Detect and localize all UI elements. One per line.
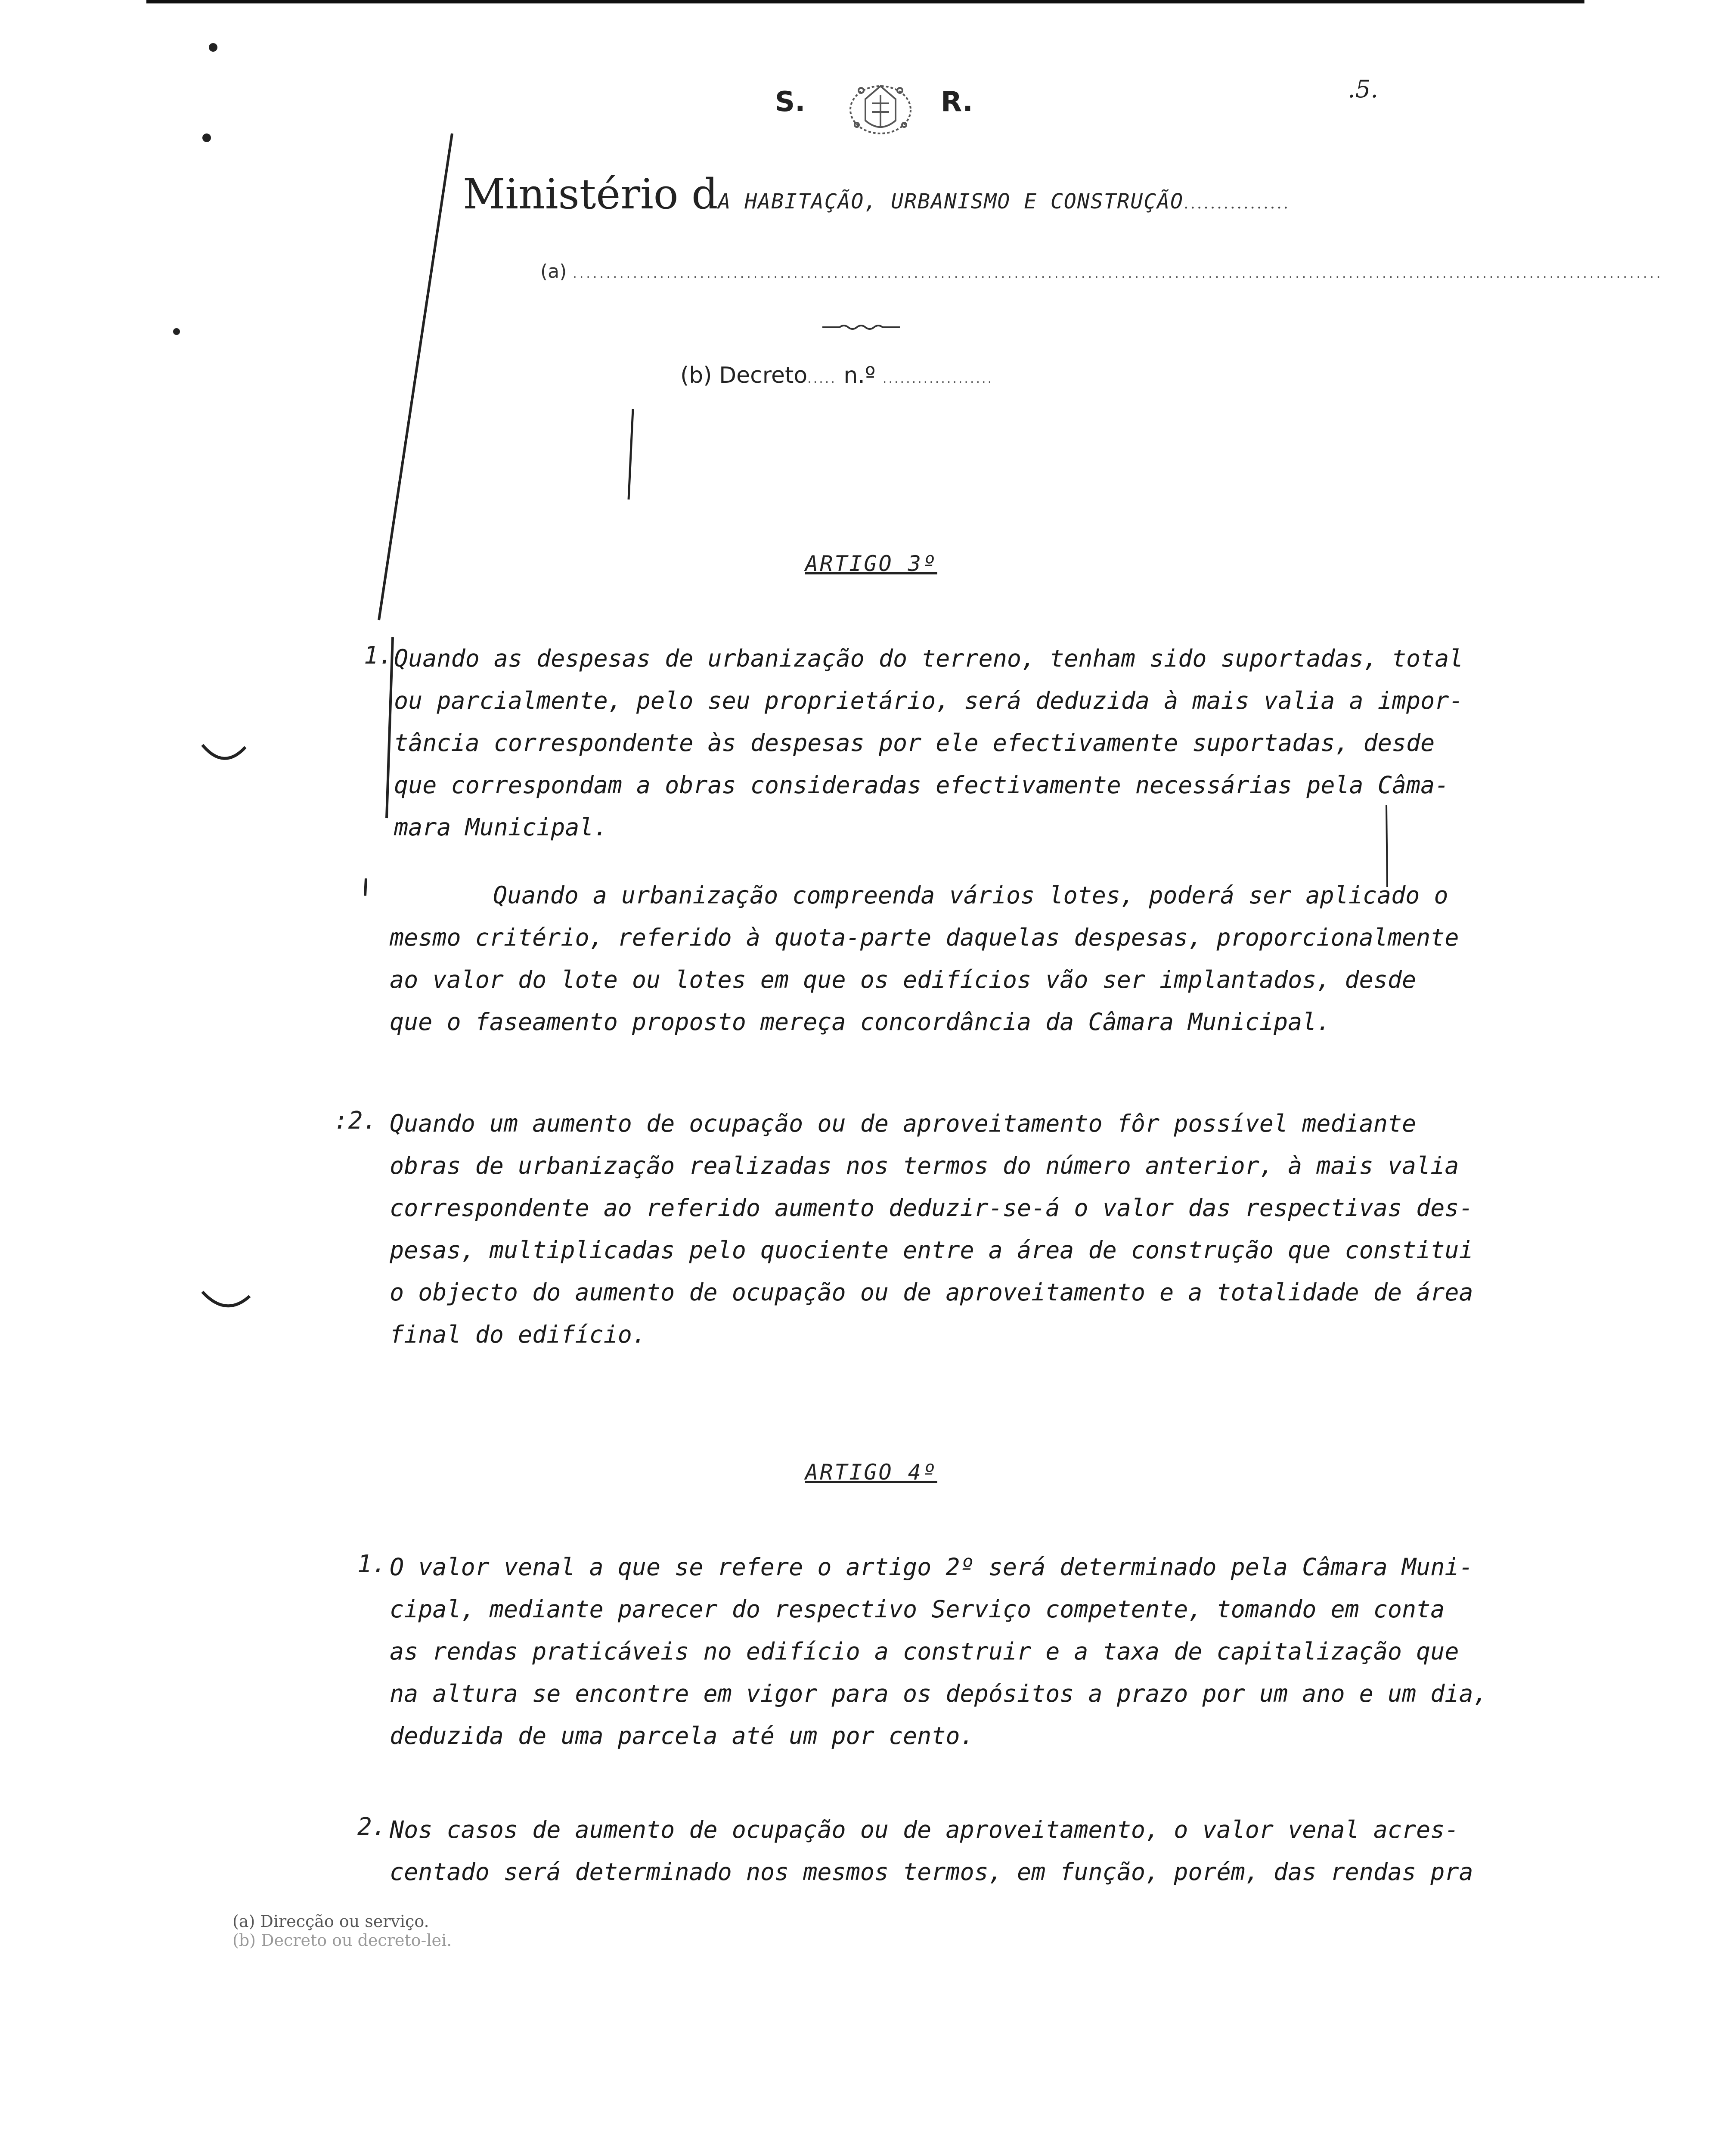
footnote-a: (a) Direcção ou serviço. [232, 1912, 429, 1931]
article-3-item-1-continuation [390, 874, 1492, 1043]
decree-leader-1: ..... [807, 371, 837, 386]
text-line: Quando as despesas de urbanização do terreno, tenham sido suportadas, total [394, 645, 1463, 672]
text-line: as rendas praticáveis no edifício a construir e a taxa de capitalização que [390, 1638, 1459, 1665]
article-3-title: ARTIGO 3º [805, 551, 937, 576]
text-line: Nos casos de aumento de ocupação ou de aproveitamento, o valor venal acres- [390, 1816, 1459, 1843]
text-line: o objecto do aumento de ocupação ou de aproveitamento e a totalidade de área [390, 1278, 1473, 1306]
text-line: cipal, mediante parecer do respectivo Serviço competente, tomando em conta [390, 1595, 1445, 1623]
article-4-title: ARTIGO 4º [805, 1460, 937, 1485]
footnote-b: (b) Decreto ou decreto-lei. [232, 1931, 452, 1950]
footnotes [232, 1912, 452, 1950]
ministry-name: A HABITAÇÃO, URBANISMO E CONSTRUÇÃO [718, 189, 1184, 214]
article-4-item-2-number: 2. [357, 1813, 387, 1841]
ministry-leader: ................ [1184, 195, 1290, 212]
article-3-item-1 [394, 637, 1496, 848]
decree-leader-2: ................... [882, 371, 994, 386]
text-line: ao valor do lote ou lotes em que os edifícios vão ser implantados, desde [390, 966, 1417, 993]
text-line: final do edifício. [390, 1321, 647, 1348]
text-line: Quando a urbanização compreenda vários lotes, poderá ser aplicado o [493, 881, 1448, 909]
check-mark-icon [202, 745, 245, 758]
text-line: obras de urbanização realizadas nos termos do número anterior, à mais valia [390, 1152, 1459, 1179]
text-line: tância correspondente às despesas por ele efectivamente suportadas, desde [394, 729, 1435, 757]
field-a-label: (a) [540, 261, 567, 282]
page-number: .5. [1348, 75, 1379, 103]
article-4-item-1-number: 1. [357, 1550, 387, 1578]
article-3-item-2-number: :2. [334, 1107, 378, 1135]
ministry-label: Ministério d [463, 170, 718, 218]
text-line: que o faseamento proposto mereça concordância da Câmara Municipal. [390, 1008, 1331, 1036]
text-line: pesas, multiplicadas pelo quociente entre a área de construção que constitui [390, 1236, 1473, 1264]
text-line: mara Municipal. [394, 813, 608, 841]
header-right-mark: R. [941, 86, 973, 118]
text-line: na altura se encontre em vigor para os depósitos a prazo por um ano e um dia, [390, 1680, 1488, 1707]
decree-number-label: n.º [843, 363, 876, 388]
text-line: mesmo critério, referido à quota-parte daquelas despesas, proporcionalmente [390, 924, 1459, 951]
text-line: deduzida de uma parcela até um por cento. [390, 1722, 974, 1750]
margin-stroke [629, 409, 633, 499]
text-line: Quando um aumento de ocupação ou de aproveitamento fôr possível mediante [390, 1110, 1417, 1137]
article-4-item-2 [390, 1809, 1492, 1893]
decree-label: (b) Decreto [680, 363, 808, 388]
margin-rule-line [379, 133, 452, 620]
field-a-leader: ................................................................................................................................................................... [573, 266, 1663, 281]
text-line: O valor venal a que se refere o artigo 2º será determinado pela Câmara Muni- [390, 1553, 1473, 1581]
check-mark-icon [202, 1292, 250, 1306]
article-3-item-1-number: 1. [364, 642, 393, 670]
text-line: correspondente ao referido aumento deduzir-se-á o valor das respectivas des- [390, 1194, 1473, 1222]
text-line: que correspondam a obras consideradas efectivamente necessárias pela Câma- [394, 771, 1449, 799]
article-3-item-2 [390, 1102, 1492, 1356]
text-line: ou parcialmente, pelo seu proprietário, será deduzida à mais valia a impor- [394, 687, 1463, 714]
header-left-mark: S. [775, 86, 806, 118]
article-4-item-1 [390, 1546, 1492, 1757]
text-line: centado será determinado nos mesmos termos, em função, porém, das rendas pra [390, 1858, 1473, 1886]
